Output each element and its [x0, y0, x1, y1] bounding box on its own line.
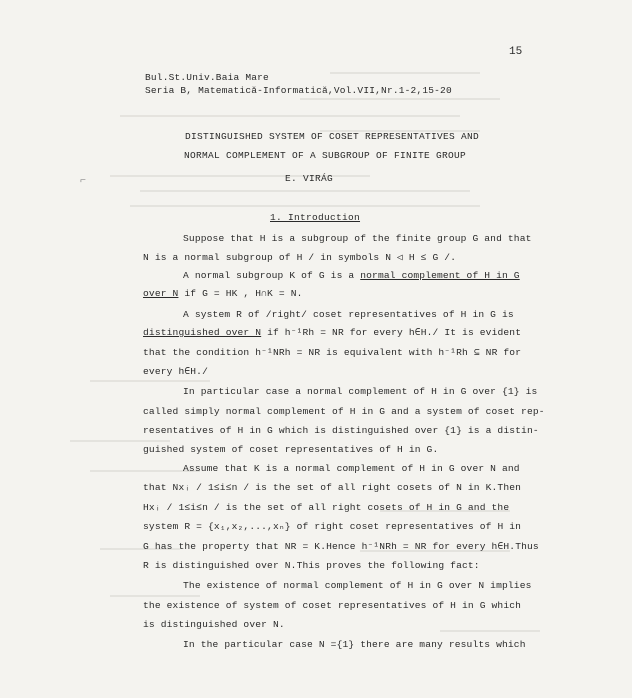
body-line: G has the property that NR = K.Hence h⁻¹NRh = NR for every h∈H.Thus: [143, 541, 539, 552]
body-line: [143, 327, 521, 338]
body-text: if h⁻¹Rh = NR for every h∈H./ It is evident: [261, 327, 522, 338]
body-line: A system R of /right/ coset representatives of H in G is: [183, 309, 514, 320]
body-line: [143, 288, 303, 299]
body-line: system R = {x₁,x₂,...,xₙ} of right coset representatives of H in: [143, 521, 522, 532]
body-line: is distinguished over N.: [143, 619, 285, 630]
definition-term: distinguished over N: [143, 327, 262, 338]
body-line: N is a normal subgroup of H / in symbols N ◁ H ≤ G /.: [143, 252, 457, 263]
body-text: if G = HK , H∩K = N.: [178, 288, 303, 299]
body-text: A normal subgroup K of G is a: [183, 270, 361, 281]
body-line: In the particular case N ={1} there are many results which: [183, 639, 526, 650]
body-line: R is distinguished over N.This proves the following fact:: [143, 560, 480, 571]
body-line: resentatives of H in G which is distinguished over {1} is a distin-: [143, 425, 539, 436]
paper-title-line-1: DISTINGUISHED SYSTEM OF COSET REPRESENTATIVES AND: [185, 131, 480, 142]
journal-header-line-1: Bul.St.Univ.Baia Mare: [145, 72, 269, 83]
body-line: guished system of coset representatives of H in G.: [143, 444, 439, 455]
body-line: every h∈H./: [143, 366, 208, 377]
definition-term: over N: [143, 288, 179, 299]
body-line: Assume that K is a normal complement of H in G over N and: [183, 463, 520, 474]
body-line: called simply normal complement of H in G and a system of coset rep-: [143, 406, 545, 417]
body-line: that the condition h⁻¹NRh = NR is equivalent with h⁻¹Rh ⊆ NR for: [143, 347, 522, 358]
author-name: E. VIRÁG: [285, 173, 334, 184]
paper-title-line-2: NORMAL COMPLEMENT OF A SUBGROUP OF FINITE GROUP: [184, 150, 467, 161]
body-line: [183, 270, 520, 281]
section-heading: 1. Introduction: [270, 212, 361, 223]
page-number: 15: [509, 46, 523, 58]
body-line: In particular case a normal complement of H in G over {1} is: [183, 386, 538, 397]
margin-mark: ⌐: [80, 176, 87, 187]
body-line: Hxᵢ / 1≤i≤n / is the set of all right cosets of H in G and the: [143, 502, 510, 513]
body-line: The existence of normal complement of H in G over N implies: [183, 580, 532, 591]
body-line: the existence of system of coset representatives of H in G which: [143, 600, 522, 611]
definition-term: normal complement of H in G: [360, 270, 520, 281]
journal-header-line-2: Seria B, Matematică-Informatică,Vol.VII,Nr.1-2,15-20: [145, 85, 452, 96]
body-line: that Nxᵢ / 1≤i≤n / is the set of all right cosets of N in K.Then: [143, 482, 522, 493]
body-line: Suppose that H is a subgroup of the finite group G and that: [183, 233, 532, 244]
